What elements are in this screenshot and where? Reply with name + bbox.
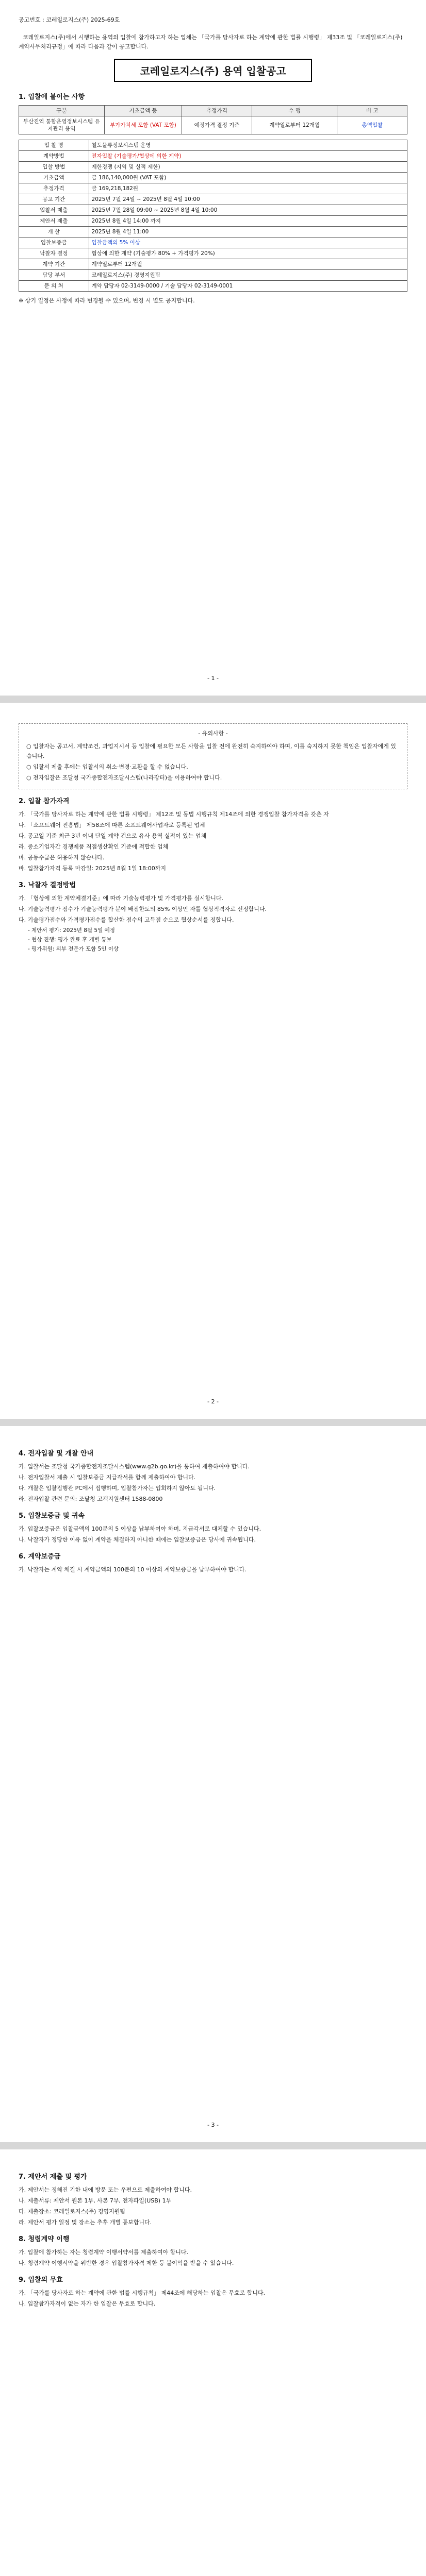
list-item: 다. 제출장소: 코레일로지스(주) 경영지원팀 (19, 2208, 125, 2215)
row-label: 입찰보증금 (19, 238, 89, 248)
section-heading: 5. 입찰보증금 및 귀속 (19, 1512, 85, 1520)
page-number: - 2 - (207, 1398, 219, 1405)
row-value: 제한경쟁 (지역 및 실적 제한) (89, 162, 407, 173)
section-heading: 2. 입찰 참가자격 (19, 798, 70, 805)
row-value: 계약 담당자 02-3149-0000 / 기술 담당자 02-3149-0001 (89, 281, 407, 292)
row-label: 공고 기간 (19, 194, 89, 205)
list-item: 라. 전자입찰 관련 문의: 조달청 고객지원센터 1588-0800 (19, 1496, 163, 1502)
list-item: 가. 「국가를 당사자로 하는 계약에 관한 법률 시행령」 제12조 및 동법 시행규칙 제14조에 의한 경쟁입찰 참가자격을 갖춘 자 (19, 811, 329, 818)
notice-item: ○ 전자입찰은 조달청 국가종합전자조달시스템(나라장터)을 이용하여야 합니다. (26, 774, 222, 781)
row-value: 계약일로부터 12개월 (89, 259, 407, 270)
row-label: 계약방법 (19, 151, 89, 162)
list-item: 가. 입찰서는 조달청 국가종합전자조달시스템(www.g2b.go.kr)을 통하여 제출하여야 합니다. (19, 1463, 250, 1470)
announcement-number: 공고번호 : 코레일로지스(주) 2025-69호 (19, 16, 120, 23)
page-number: - 1 - (207, 675, 219, 682)
sub-item: - 협상 진행: 평가 완료 후 개별 통보 (28, 937, 112, 943)
row-value: 입찰금액의 5% 이상 (89, 238, 407, 248)
list-item: 다. 공고일 기준 최근 3년 이내 단일 계약 건으로 유사 용역 실적이 있는 업체 (19, 833, 207, 839)
table-row (19, 238, 407, 248)
row-value: 2025년 8월 4일 11:00 (89, 227, 407, 238)
list-item: 마. 공동수급은 허용하지 않습니다. (19, 854, 105, 861)
document-title: 코레일로지스(주) 용역 입찰공고 (114, 59, 312, 82)
table-row (19, 259, 407, 270)
row-value: 전자입찰 (기술평가/협상에 의한 계약) (89, 151, 407, 162)
page-gap (0, 2142, 426, 2149)
summary-cell: 부가가치세 포함 (VAT 포함) (104, 116, 182, 134)
section-heading: 4. 전자입찰 및 개찰 안내 (19, 1450, 94, 1458)
table-row (19, 140, 407, 151)
row-label: 입찰서 제출 (19, 205, 89, 216)
table-row (19, 205, 407, 216)
list-item: 나. 기술능력평가 점수가 기술능력평가 분야 배점한도의 85% 이상인 자를 협상적격자로 선정합니다. (19, 906, 267, 912)
sub-item: - 평가위원: 외부 전문가 포함 5인 이상 (28, 946, 119, 952)
list-item: 가. 「협상에 의한 계약체결기준」에 따라 기술능력평가 및 가격평가를 실시합니다. (19, 895, 223, 902)
row-value: 2025년 7월 24일 ~ 2025년 8월 4일 10:00 (89, 194, 407, 205)
summary-cell: 계약일로부터 12개월 (252, 116, 337, 134)
notice-title: - 유의사항 - (198, 730, 228, 737)
list-item: 나. 전자입찰서 제출 시 입찰보증금 지급각서를 함께 제출하여야 합니다. (19, 1474, 196, 1481)
section-heading: 3. 낙찰자 결정방법 (19, 882, 76, 889)
list-item: 나. 입찰참가자격이 없는 자가 한 입찰은 무효로 합니다. (19, 2300, 156, 2307)
table-row (19, 183, 407, 194)
row-label: 문 의 처 (19, 281, 89, 292)
list-item: 나. 낙찰자가 정당한 이유 없이 계약을 체결하지 아니한 때에는 입찰보증금은 당사에 귀속됩니다. (19, 1536, 256, 1543)
document-page-3 (0, 1426, 426, 2142)
section-heading: 9. 입찰의 무효 (19, 2276, 63, 2284)
list-item: 나. 「소프트웨어 진흥법」 제58조에 따른 소프트웨어사업자로 등록된 업체 (19, 822, 205, 828)
list-item: 라. 제안서 평가 일정 및 장소는 추후 개별 통보합니다. (19, 2219, 152, 2226)
row-label: 계약 기간 (19, 259, 89, 270)
row-label: 추정가격 (19, 183, 89, 194)
row-label: 입 찰 명 (19, 140, 89, 151)
list-item: 바. 입찰참가자격 등록 마감일: 2025년 8월 1일 18:00까지 (19, 865, 167, 872)
list-item: 다. 개찰은 입찰집행관 PC에서 집행하며, 입찰참가자는 입회하지 않아도 됩니다. (19, 1485, 216, 1492)
notice-item: ○ 입찰서 제출 후에는 입찰서의 취소·변경·교환을 할 수 없습니다. (26, 764, 188, 770)
list-item: 가. 입찰에 참가하는 자는 청렴계약 이행서약서를 제출하여야 합니다. (19, 2249, 188, 2256)
table-row (19, 248, 407, 259)
summary-cell: 총액입찰 (337, 116, 407, 134)
section-heading: 6. 계약보증금 (19, 1553, 61, 1561)
section-heading: 8. 청렴계약 이행 (19, 2235, 70, 2243)
table-footnote: ※ 상기 일정은 사정에 따라 변경될 수 있으며, 변경 시 별도 공지합니다. (19, 297, 195, 304)
document-page-4 (0, 2149, 426, 2576)
page-number: - 3 - (207, 2122, 219, 2128)
row-value: 금 186,140,000원 (VAT 포함) (89, 173, 407, 183)
row-label: 담당 부서 (19, 270, 89, 281)
row-label: 입찰 방법 (19, 162, 89, 173)
intro-paragraph: 코레일로지스(주)에서 시행하는 용역의 입찰에 참가하고자 하는 업체는 「국가를 당사자로 하는 계약에 관한 법률 시행령」 제33조 및 「코레일로지스(주) 계약사무처리규정」에 따라 다음과 같이 공고합니다. (19, 34, 403, 50)
row-label: 낙찰자 결정 (19, 248, 89, 259)
row-value: 2025년 8월 4일 14:00 까지 (89, 216, 407, 227)
document-page-2 (0, 703, 426, 1419)
summary-header-cell: 비 고 (337, 106, 407, 116)
table-row (19, 162, 407, 173)
summary-header-cell: 수 행 (252, 106, 337, 116)
summary-header-cell: 기초금액 등 (104, 106, 182, 116)
notice-item: ○ 입찰자는 공고서, 계약조건, 과업지시서 등 입찰에 필요한 모든 사항을 입찰 전에 완전히 숙지하여야 하며, 이를 숙지하지 못한 책임은 입찰자에게 있습니다. (26, 743, 396, 759)
table-row (19, 216, 407, 227)
row-value: 2025년 7월 28일 09:00 ~ 2025년 8월 4일 10:00 (89, 205, 407, 216)
row-value: 금 169,218,182원 (89, 183, 407, 194)
table-row (19, 194, 407, 205)
list-item: 가. 입찰보증금은 입찰금액의 100분의 5 이상을 납부하여야 하며, 지급각서로 대체할 수 있습니다. (19, 1526, 261, 1532)
list-item: 나. 청렴계약 이행서약을 위반한 경우 입찰참가자격 제한 등 불이익을 받을 수 있습니다. (19, 2260, 234, 2266)
page-gap (0, 696, 426, 703)
table-row (19, 270, 407, 281)
summary-header-cell: 추정가격 (182, 106, 252, 116)
section-heading: 1. 입찰에 붙이는 사항 (19, 93, 85, 101)
list-item: 다. 기술평가점수와 가격평가점수를 합산한 점수의 고득점 순으로 협상순서를 정합니다. (19, 917, 234, 923)
table-row (19, 173, 407, 183)
summary-cell: 예정가격 결정 기준 (182, 116, 252, 134)
list-item: 가. 「국가를 당사자로 하는 계약에 관한 법률 시행규칙」 제44조에 해당하는 입찰은 무효로 합니다. (19, 2290, 266, 2296)
notice-box (19, 723, 407, 789)
document-page-1 (0, 0, 426, 696)
table-row (19, 227, 407, 238)
list-item: 가. 낙찰자는 계약 체결 시 계약금액의 100분의 10 이상의 계약보증금을 납부하여야 합니다. (19, 1566, 247, 1573)
page-gap (0, 1419, 426, 1426)
list-item: 나. 제출서류: 제안서 원본 1부, 사본 7부, 전자파일(USB) 1부 (19, 2197, 172, 2204)
row-label: 기초금액 (19, 173, 89, 183)
row-label: 개 찰 (19, 227, 89, 238)
sub-item: - 제안서 평가: 2025년 8월 5일 예정 (28, 927, 115, 934)
row-value: 코레일로지스(주) 경영지원팀 (89, 270, 407, 281)
details-table (19, 140, 407, 292)
list-item: 가. 제안서는 정해진 기한 내에 방문 또는 우편으로 제출하여야 합니다. (19, 2187, 192, 2193)
table-row (19, 281, 407, 292)
row-label: 제안서 제출 (19, 216, 89, 227)
row-value: 협상에 의한 계약 (기술평가 80% + 가격평가 20%) (89, 248, 407, 259)
row-value: 철도물류정보시스템 운영 (89, 140, 407, 151)
summary-cell: 부산진역 통합운영정보시스템 유지관리 용역 (19, 116, 105, 134)
summary-header-cell: 구분 (19, 106, 105, 116)
section-heading: 7. 제안서 제출 및 평가 (19, 2173, 87, 2181)
table-row (19, 151, 407, 162)
list-item: 라. 중소기업자간 경쟁제품 직접생산확인 기준에 적합한 업체 (19, 843, 169, 850)
summary-table (19, 105, 407, 134)
